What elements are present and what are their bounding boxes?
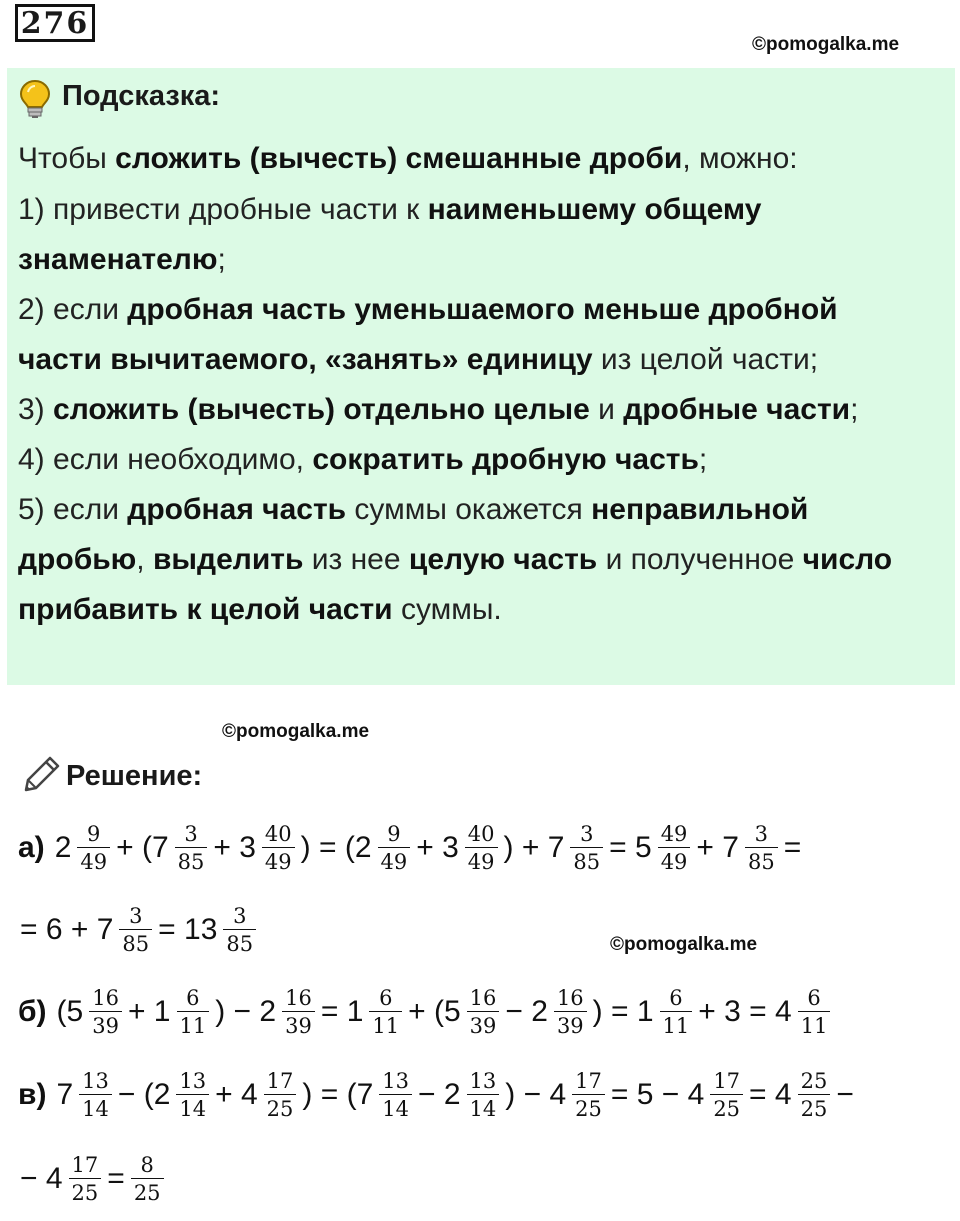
lightbulb-icon <box>18 78 52 125</box>
numerator: 17 <box>713 1069 741 1093</box>
denominator: 25 <box>572 1094 605 1120</box>
denominator: 49 <box>77 847 110 873</box>
fraction <box>658 823 691 873</box>
denominator: 49 <box>658 847 691 873</box>
math-term: − 2 <box>505 995 548 1028</box>
math-term: + (7 <box>116 831 169 864</box>
hint-line-7 <box>18 443 707 477</box>
numerator: 49 <box>660 822 688 846</box>
fraction <box>131 1154 164 1204</box>
denominator: 11 <box>798 1011 831 1037</box>
hint-text: сократить дробную часть <box>312 443 699 476</box>
numerator: 13 <box>469 1069 497 1093</box>
denominator: 14 <box>176 1094 209 1120</box>
numerator: 17 <box>575 1069 602 1093</box>
numerator: 6 <box>379 986 393 1010</box>
denominator: 14 <box>467 1094 500 1120</box>
fraction <box>177 987 210 1037</box>
solution-a-line-1 <box>18 823 803 873</box>
math-term: = <box>783 831 802 864</box>
item-label: а) <box>18 831 45 864</box>
denominator: 39 <box>554 1011 587 1037</box>
denominator: 49 <box>262 847 295 873</box>
fraction <box>176 1070 209 1120</box>
denominator: 25 <box>131 1178 164 1204</box>
math-term: + 1 <box>127 995 171 1028</box>
hint-line-1 <box>18 142 798 176</box>
fraction <box>467 1070 500 1120</box>
hint-text: целую часть <box>408 543 598 576</box>
fraction <box>69 1154 102 1204</box>
fraction <box>119 905 152 955</box>
denominator: 85 <box>745 847 778 873</box>
numerator: 9 <box>387 822 401 846</box>
fraction <box>570 823 603 873</box>
denominator: 85 <box>175 847 208 873</box>
numerator: 3 <box>233 904 247 928</box>
hint-text: суммы окажется <box>346 493 592 526</box>
numerator: 3 <box>129 904 143 928</box>
numerator: 3 <box>184 822 198 846</box>
watermark: ©pomogalka.me <box>752 34 900 55</box>
hint-text: прибавить к целой части <box>18 593 393 626</box>
denominator: 25 <box>710 1094 743 1120</box>
numerator: 17 <box>71 1153 99 1177</box>
watermark: ©pomogalka.me <box>222 721 370 742</box>
math-term: (5 <box>56 995 84 1028</box>
numerator: 40 <box>264 822 292 846</box>
fraction <box>710 1070 743 1120</box>
math-term: ) + 7 <box>503 831 565 864</box>
math-term: + 3 = 4 <box>698 995 792 1028</box>
denominator: 11 <box>660 1011 693 1037</box>
fraction <box>379 1070 412 1120</box>
fraction <box>660 987 693 1037</box>
watermark: ©pomogalka.me <box>610 934 758 955</box>
hint-text: ; <box>850 393 859 426</box>
hint-text: сложить (вычесть) смешанные дроби <box>115 142 683 175</box>
numerator: 17 <box>266 1069 294 1093</box>
numerator: 13 <box>382 1069 409 1093</box>
hint-line-5 <box>18 343 818 377</box>
hint-text: наименьшему общему <box>427 193 762 226</box>
denominator: 25 <box>798 1094 831 1120</box>
fraction <box>465 823 498 873</box>
fraction <box>369 987 402 1037</box>
fraction <box>223 905 256 955</box>
denominator: 85 <box>570 847 603 873</box>
fraction <box>572 1070 605 1120</box>
fraction <box>79 1070 112 1120</box>
hint-line-6 <box>18 393 858 427</box>
hint-text: 3) <box>18 393 54 426</box>
math-term: + 4 <box>215 1078 258 1111</box>
math-term: = 4 <box>749 1078 792 1111</box>
denominator: 85 <box>119 929 152 955</box>
denominator: 25 <box>69 1178 102 1204</box>
denominator: 14 <box>79 1094 112 1120</box>
math-term: + 7 <box>696 831 739 864</box>
fraction <box>262 823 295 873</box>
solution-title: Решение: <box>66 760 203 792</box>
denominator: 39 <box>467 1011 500 1037</box>
fraction <box>378 823 411 873</box>
math-term: = 5 − 4 <box>610 1078 705 1111</box>
numerator: 6 <box>669 986 683 1010</box>
hint-line-9 <box>18 543 892 577</box>
fraction <box>554 987 587 1037</box>
numerator: 9 <box>87 822 101 846</box>
hint-text: , <box>136 543 153 576</box>
hint-text: дробью <box>18 543 137 576</box>
hint-text: знаменателю <box>18 243 218 276</box>
numerator: 16 <box>469 986 497 1010</box>
math-term: = 6 + 7 <box>20 913 114 946</box>
math-term: ) = 1 <box>592 995 654 1028</box>
hint-text: Чтобы <box>18 142 116 175</box>
denominator: 14 <box>379 1094 412 1120</box>
hint-text: и полученное <box>597 543 803 576</box>
denominator: 39 <box>282 1011 315 1037</box>
hint-text: дробная часть уменьшаемого меньше дробной <box>127 293 838 326</box>
math-term: = 5 <box>609 831 652 864</box>
pencil-icon <box>18 754 62 803</box>
hint-text: , можно: <box>682 142 798 175</box>
hint-text: число <box>802 543 893 576</box>
hint-text: дробная часть <box>127 493 347 526</box>
numerator: 16 <box>92 986 119 1010</box>
numerator: 3 <box>580 822 594 846</box>
hint-title: Подсказка: <box>62 80 221 112</box>
denominator: 85 <box>223 929 256 955</box>
task-number: 276 <box>15 4 95 42</box>
denominator: 39 <box>89 1011 122 1037</box>
math-term: − 4 <box>20 1162 63 1195</box>
fraction <box>77 823 110 873</box>
denominator: 49 <box>465 847 498 873</box>
denominator: 11 <box>369 1011 402 1037</box>
hint-text: из нее <box>303 543 409 576</box>
math-term: 2 <box>54 831 72 864</box>
hint-line-3 <box>18 243 226 277</box>
fraction <box>745 823 778 873</box>
hint-line-8 <box>18 493 808 527</box>
hint-text: дробные части <box>623 393 851 426</box>
numerator: 16 <box>556 986 584 1010</box>
fraction <box>798 987 831 1037</box>
solution-c-line-2 <box>18 1154 168 1204</box>
hint-text: 1) привести дробные части к <box>18 193 428 226</box>
numerator: 25 <box>800 1069 828 1093</box>
numerator: 6 <box>186 986 200 1010</box>
math-term: ) = (7 <box>302 1078 374 1111</box>
hint-text: выделить <box>152 543 304 576</box>
math-term: ) − 2 <box>215 995 277 1028</box>
math-term: + (5 <box>408 995 461 1028</box>
fraction <box>798 1070 831 1120</box>
numerator: 13 <box>179 1069 207 1093</box>
fraction <box>282 987 315 1037</box>
fraction <box>467 987 500 1037</box>
numerator: 40 <box>467 822 495 846</box>
hint-text: части вычитаемого, «занять» единицу <box>18 343 593 376</box>
numerator: 16 <box>285 986 312 1010</box>
numerator: 6 <box>807 986 821 1010</box>
hint-text: из целой части; <box>592 343 819 376</box>
math-term: ) = (2 <box>300 831 372 864</box>
hint-line-10 <box>18 593 502 627</box>
hint-text: неправильной <box>591 493 809 526</box>
math-term: − <box>836 1078 854 1111</box>
hint-line-4 <box>18 293 838 327</box>
hint-text: 2) если <box>18 293 128 326</box>
numerator: 3 <box>754 822 769 846</box>
math-term: + 3 <box>416 831 459 864</box>
numerator: 8 <box>140 1153 154 1177</box>
math-term: − 2 <box>418 1078 461 1111</box>
math-term: ) − 4 <box>505 1078 567 1111</box>
solution-a-line-2 <box>18 905 260 955</box>
hint-line-2 <box>18 193 761 227</box>
fraction <box>89 987 122 1037</box>
math-term: − (2 <box>117 1078 171 1111</box>
hint-text: ; <box>698 443 708 476</box>
hint-text: 5) если <box>18 493 128 526</box>
denominator: 49 <box>378 847 411 873</box>
math-term: = 13 <box>158 913 218 946</box>
denominator: 11 <box>177 1011 210 1037</box>
hint-text: ; <box>217 243 226 276</box>
math-term: = <box>107 1162 125 1195</box>
math-term: = 1 <box>320 995 364 1028</box>
hint-text: суммы. <box>392 593 502 626</box>
math-term: + 3 <box>213 831 256 864</box>
fraction <box>264 1070 297 1120</box>
item-label: в) <box>18 1078 47 1111</box>
item-label: б) <box>18 995 47 1028</box>
numerator: 13 <box>82 1069 109 1093</box>
denominator: 25 <box>264 1094 297 1120</box>
solution-c-line-1 <box>18 1070 856 1120</box>
hint-text: сложить (вычесть) отдельно целые <box>53 393 590 426</box>
fraction <box>175 823 208 873</box>
math-term: 7 <box>56 1078 74 1111</box>
hint-text: и <box>589 393 624 426</box>
solution-b-line-1 <box>18 987 834 1037</box>
hint-text: 4) если необходимо, <box>18 443 313 476</box>
